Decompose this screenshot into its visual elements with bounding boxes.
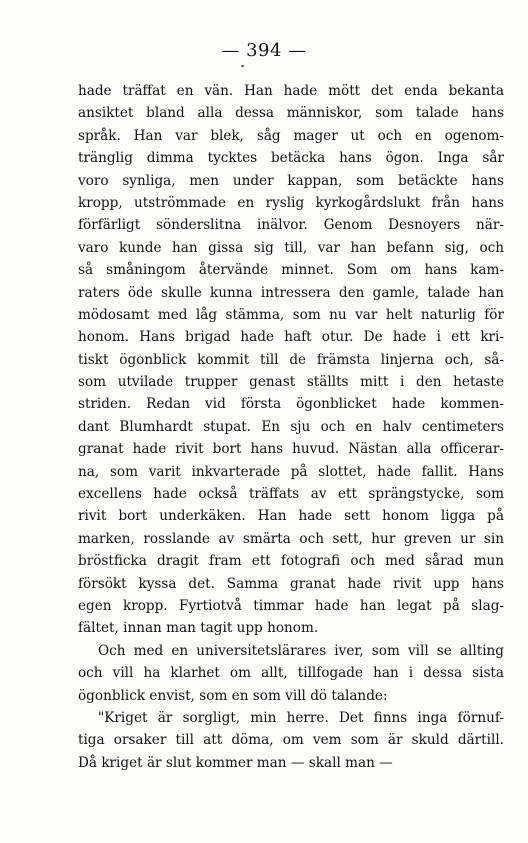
text-line: Och med en universitetslärares iver, som vill se allting — [98, 642, 504, 659]
text-line: honom. Hans brigad hade haft otur. De hade i ett kri- — [78, 329, 504, 346]
text-line: "Kriget är sorgligt, min herre. Det finns inga förnuf- — [98, 709, 504, 726]
text-line: som utvilade trupper genast ställts mitt i den hetaste — [78, 374, 504, 391]
text-line: förfärligt sönderslitna inälvor. Genom Desnoyers när- — [78, 217, 504, 234]
text-line: na, som varit inkvarterade på slottet, hade fallit. Hans — [78, 463, 504, 480]
text-line: varo kunde han gissa sig till, var han befann sig, och — [78, 239, 504, 256]
text-line: ögonblick envist, som en som vill dö talande: — [78, 687, 388, 704]
text-line: tiskt ögonblick kommit till de främsta linjerna och, så- — [78, 351, 504, 368]
text-line: ansiktet bland alla dessa människor, som talade hans — [78, 105, 504, 122]
text-line: mödosamt med låg stämma, som nu var helt naturlig för — [78, 306, 504, 323]
text-line: granat hade rivit bort hans huvud. Nästan alla officerar- — [78, 441, 504, 458]
text-line: försökt kyssa det. Samma granat hade rivit upp hans — [78, 575, 504, 592]
text-line: marken, rosslande av smärta och sett, hur greven ur sin — [78, 530, 504, 547]
text-line: språk. Han var blek, såg mager ut och en ogenom- — [78, 127, 504, 144]
text-line: dant Blumhardt stupat. En sju och en halv centimeters — [78, 418, 504, 435]
print-speck — [241, 65, 244, 67]
text-line: tränglig dimma tycktes betäcka hans ögon. Inga sår — [78, 150, 504, 167]
text-line: raters öde skulle kunna intressera den gamle, talade han — [78, 284, 504, 301]
text-line: tiga orsaker till att döma, om vem som är skuld därtill. — [78, 732, 504, 749]
text-line: Då kriget är slut kommer man — skall man — — [78, 754, 393, 771]
text-line: rivit bort underkäken. Han hade sett honom ligga på — [78, 508, 504, 525]
text-line: så småningom återvände minnet. Som om hans kam- — [78, 262, 504, 279]
text-line: och vill ha klarhet om allt, tillfogade han i dessa sista — [78, 665, 504, 682]
body-text — [78, 80, 504, 774]
text-line: fältet, innan man tagit upp honom. — [78, 620, 319, 637]
text-line: excellens hade också träffats av ett sprängstycke, som — [78, 486, 504, 503]
text-line: voro synliga, men under kappan, som betäckte hans — [78, 172, 504, 189]
text-line: striden. Redan vid första ögonblicket hade kommen- — [78, 396, 504, 413]
page-number: — 394 — — [221, 40, 307, 61]
text-line: hade träffat en vän. Han hade mött det enda bekanta — [78, 83, 504, 99]
text-line: egen kropp. Fyrtiotvå timmar hade han legat på slag- — [78, 597, 504, 614]
text-line: bröstficka dragit fram ett fotografi och med sårad mun — [78, 553, 504, 570]
text-line: kropp, utströmmade en ryslig kyrkogårdslukt från hans — [78, 194, 504, 211]
